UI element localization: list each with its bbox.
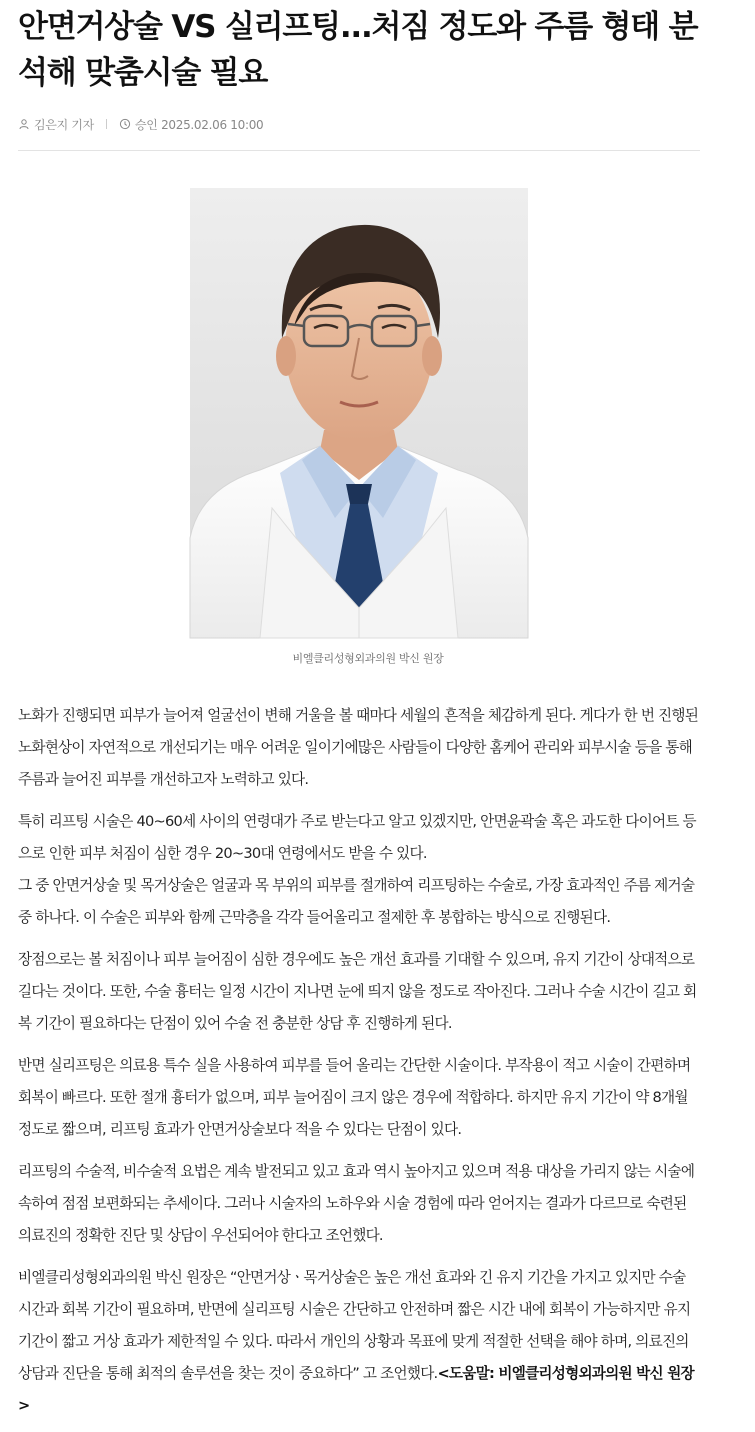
person-icon bbox=[18, 118, 30, 130]
source-credit: <도움말: 비엘클리성형외과의원 박신 원장> bbox=[18, 1365, 694, 1414]
article-paragraph: 반면 실리프팅은 의료용 특수 실을 사용하여 피부를 들어 올리는 간단한 시술이다. 부작용이 적고 시술이 간편하며 회복이 빠르다. 또한 절개 흉터가 없으며, 피부 늘어짐이 크지 않은 경우에 적합하다. 하지만 유지 기간이 약 8개월 정도로 짧으며, 리프팅 효과가 안면거상술보다 적을 수 있다는 단점이 있다. bbox=[18, 1057, 691, 1138]
article-paragraph: 비엘클리성형외과의원 박신 원장은 “안면거상ㆍ목거상술은 높은 개선 효과와 긴 유지 기간을 가지고 있지만 수술 시간과 회복 기간이 필요하며, 반면에 실리프팅 시술은 간단하고 안전하며 짧은 시간 내에 회복이 가능하지만 유지 기간이 짧고 거상 효과가 제한적일 수 있다. 따라서 개인의 상황과 목표에 맞게 적절한 선택을 해야 하며, 의료진의 상담과 진단을 통해 최적의 솔루션을 찾는 것이 중요하다” 고 조언했다. bbox=[18, 1269, 691, 1382]
article-photo[interactable] bbox=[190, 188, 528, 638]
article-paragraph: 리프팅의 수술적, 비수술적 요법은 계속 발전되고 있고 효과 역시 높아지고 있으며 적용 대상을 가리지 않는 시술에 속하여 점점 보편화되는 추세이다. 그러나 시술자의 노하우와 시술 경험에 따라 얻어지는 결과가 다르므로 숙련된 의료진의 정확한 진단 및 상담이 우선되어야 한다고 조언했다. bbox=[18, 1163, 695, 1244]
article-paragraph: 특히 리프팅 시술은 40~60세 사이의 연령대가 주로 받는다고 알고 있겠지만, 안면윤곽술 혹은 과도한 다이어트 등으로 인한 피부 처짐이 심한 경우 20~30대 연령에서도 받을 수 있다. bbox=[18, 813, 696, 862]
portrait-illustration bbox=[190, 188, 528, 638]
header-divider bbox=[18, 150, 700, 151]
photo-caption: 비엘클리성형외과의원 박신 원장 bbox=[292, 652, 444, 665]
article-body bbox=[18, 700, 702, 1432]
author-name[interactable]: 김은지 기자 bbox=[34, 117, 94, 132]
meta-divider bbox=[106, 119, 107, 129]
approved-date: 승인 2025.02.06 10:00 bbox=[134, 117, 264, 132]
closing-paragraph bbox=[18, 1262, 702, 1422]
article-headline: 안면거상술 VS 실리프팅...처짐 정도와 주름 형태 분석해 맞춤시술 필요 bbox=[18, 9, 698, 91]
article-paragraph: 노화가 진행되면 피부가 늘어져 얼굴선이 변해 거울을 볼 때마다 세월의 흔적을 체감하게 된다. 게다가 한 번 진행된 노화현상이 자연적으로 개선되기는 매우 어려운 일이기에많은 사람들이 다양한 홈케어 관리와 피부시술 등을 통해 주름과 늘어진 피부를 개선하고자 노력하고 있다. bbox=[18, 707, 699, 788]
clock-icon bbox=[119, 118, 131, 130]
article-paragraph: 장점으로는 볼 처짐이나 피부 늘어짐이 심한 경우에도 높은 개선 효과를 기대할 수 있으며, 유지 기간이 상대적으로 길다는 것이다. 또한, 수술 흉터는 일정 시간이 지나면 눈에 띄지 않을 정도로 작아진다. 그러나 수술 시간이 길고 회복 기간이 필요하다는 단점이 있어 수술 전 충분한 상담 후 진행하게 된다. bbox=[18, 951, 697, 1032]
article-meta bbox=[18, 114, 263, 134]
article-paragraph: 그 중 안면거상술 및 목거상술은 얼굴과 목 부위의 피부를 절개하여 리프팅하는 수술로, 가장 효과적인 주름 제거술 중 하나다. 이 수술은 피부와 함께 근막층을 각각 들어올리고 절제한 후 봉합하는 방식으로 진행된다. bbox=[18, 877, 695, 926]
